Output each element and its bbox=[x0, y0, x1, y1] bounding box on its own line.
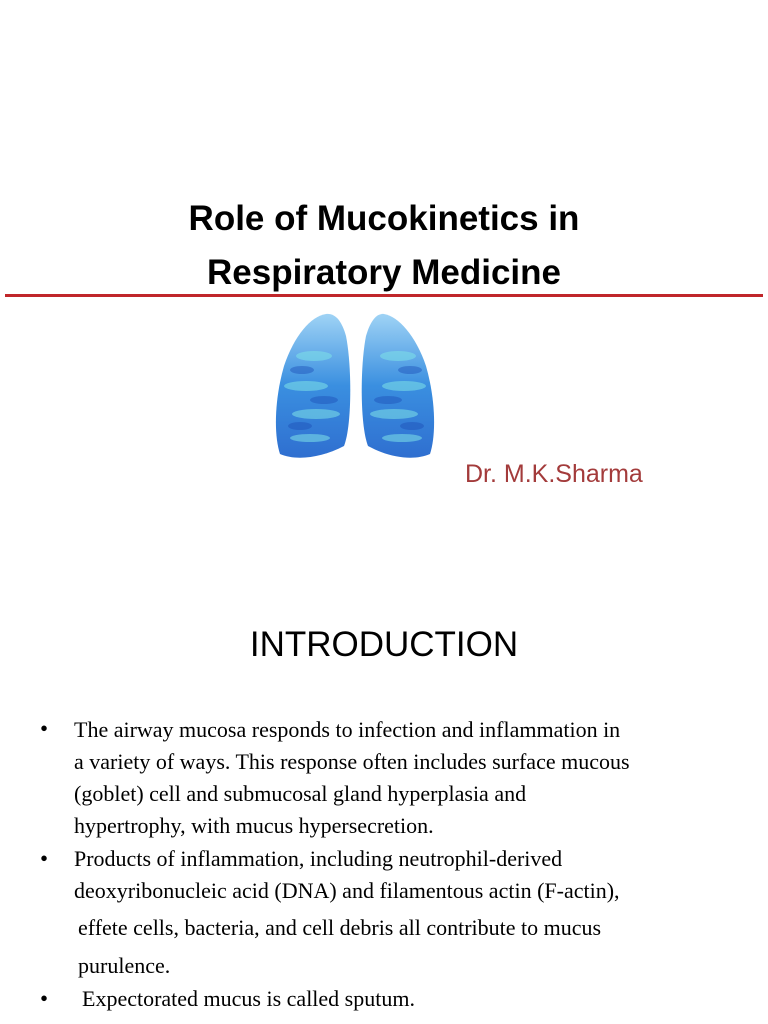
bullet-line: effete cells, bacteria, and cell debris all contribute to mucus bbox=[78, 915, 602, 940]
bullet-marker: • bbox=[40, 986, 49, 1011]
bullet-line: Products of inflammation, including neutrophil-derived bbox=[74, 846, 563, 871]
bullet-line: purulence. bbox=[78, 953, 171, 978]
bullet-item-3 bbox=[82, 983, 415, 1015]
bullet-line: Expectorated mucus is called sputum. bbox=[82, 986, 415, 1011]
bullet-item-1 bbox=[74, 714, 630, 842]
bullet-line: (goblet) cell and submucosal gland hyperplasia and bbox=[74, 781, 527, 806]
lungs-illustration bbox=[266, 306, 446, 464]
bullet-line: a variety of ways. This response often includes surface mucous bbox=[74, 749, 630, 774]
bullet-line: hypertrophy, with mucus hypersecretion. bbox=[74, 813, 434, 838]
slide-title-line-2: Respiratory Medicine bbox=[207, 253, 561, 292]
title-divider bbox=[5, 294, 763, 297]
bullet-marker: • bbox=[40, 846, 49, 871]
slide-title bbox=[0, 192, 768, 300]
author-name: Dr. M.K.Sharma bbox=[465, 460, 643, 488]
bullet-line: The airway mucosa responds to infection and inflammation in bbox=[74, 717, 621, 742]
section-title: INTRODUCTION bbox=[249, 625, 519, 664]
bullet-line: deoxyribonucleic acid (DNA) and filamentous actin (F-actin), bbox=[74, 878, 620, 903]
bullet-marker: • bbox=[40, 716, 49, 741]
bullet-item-2-continued bbox=[78, 909, 601, 985]
slide-title-line-1: Role of Mucokinetics in bbox=[188, 199, 580, 238]
bullet-item-2 bbox=[74, 843, 620, 907]
